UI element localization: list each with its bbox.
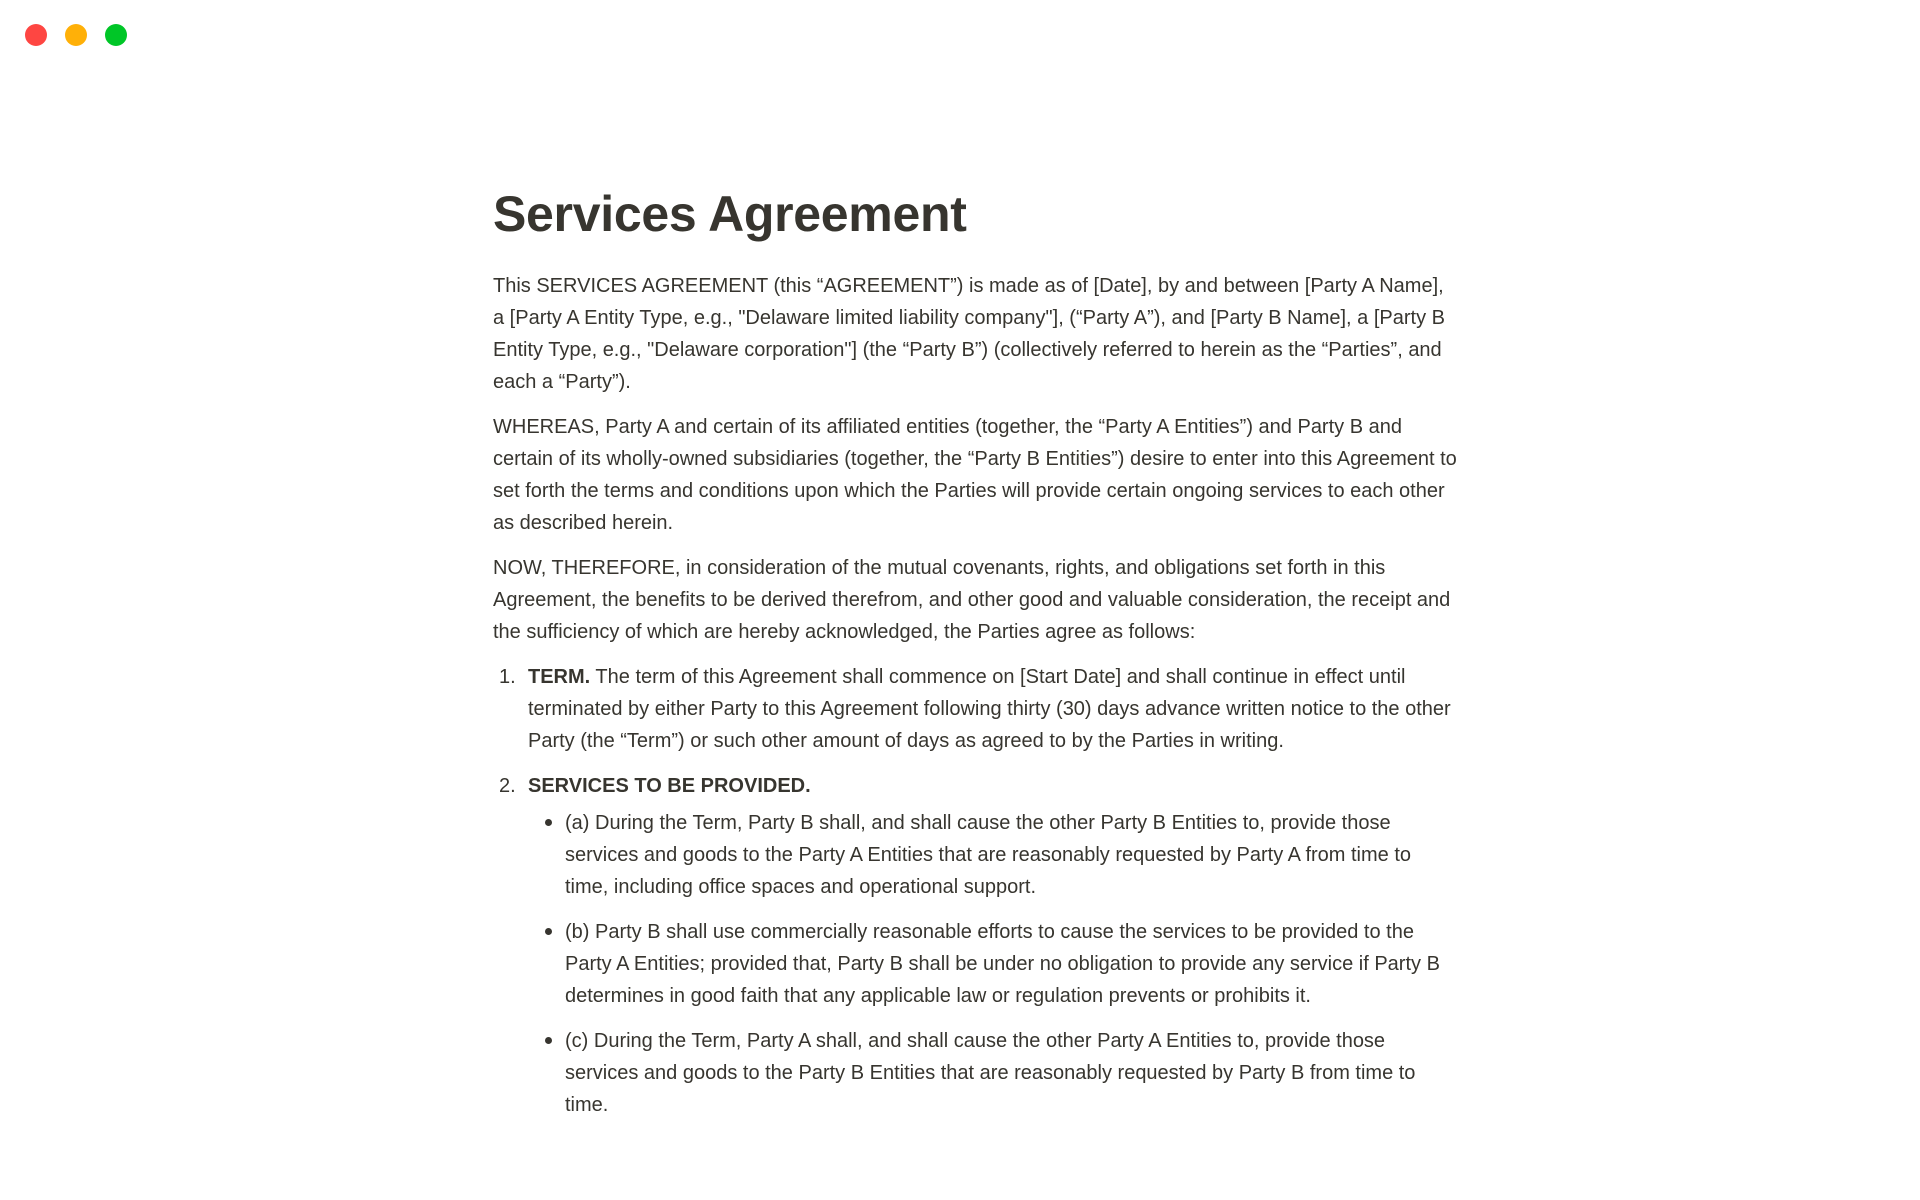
- window-controls: [25, 24, 127, 46]
- numbered-item-body: [528, 770, 1459, 1121]
- bullet-item-a[interactable]: [528, 807, 1459, 903]
- term-text: The term of this Agreement shall commence on [Start Date] and shall continue in effect until terminated by either Party to this Agreement following thirty (30) days advance written notice to the other Party (the “Term”) or such other amount of days as agreed to by the Parties in writing.: [528, 666, 1451, 752]
- bullet-item-b[interactable]: [528, 916, 1459, 1012]
- paragraph-preamble[interactable]: This SERVICES AGREEMENT (this “AGREEMENT”) is made as of [Date], by and between [Party A Name], a [Party A Entity Type, e.g., "Delaware limited liability company"], (“Party A”), and [Party B Name], a [Party B Entity Type, e.g., "Delaware corporation"] (the “Party B”) (collectively referred to herein as the “Parties”, and each a “Party”).: [493, 275, 1445, 393]
- bullet-dot-icon: [545, 1037, 552, 1044]
- list-number-marker: 1.: [499, 666, 516, 688]
- bullet-list: [528, 807, 1459, 1121]
- page-title[interactable]: Services Agreement: [493, 186, 967, 242]
- close-button[interactable]: [25, 24, 47, 46]
- numbered-item-body: [528, 661, 1459, 757]
- services-heading: SERVICES TO BE PROVIDED.: [528, 775, 811, 797]
- paragraph-whereas[interactable]: WHEREAS, Party A and certain of its affiliated entities (together, the “Party A Entities”) and Party B and certain of its wholly-owned subsidiaries (together, the “Party B Entities”) desire to enter into this Agreement to set forth the terms and conditions upon which the Parties will provide certain ongoing services to each other as described herein.: [493, 416, 1457, 534]
- bullet-dot-icon: [545, 928, 552, 935]
- bullet-text: (a) During the Term, Party B shall, and shall cause the other Party B Entities to, provide those services and goods to the Party A Entities that are reasonably requested by Party A from time to time, including office spaces and operational support.: [565, 812, 1412, 898]
- bullet-item-c[interactable]: [528, 1025, 1459, 1121]
- bullet-dot-icon: [545, 819, 552, 826]
- document-canvas: [493, 0, 1459, 1134]
- numbered-item-term[interactable]: [493, 661, 1459, 757]
- numbered-item-services[interactable]: [493, 770, 1459, 1121]
- zoom-button[interactable]: [105, 24, 127, 46]
- minimize-button[interactable]: [65, 24, 87, 46]
- paragraph-now-therefore[interactable]: NOW, THEREFORE, in consideration of the mutual covenants, rights, and obligations set forth in this Agreement, the benefits to be derived therefrom, and other good and valuable consideration, the receipt and the sufficiency of which are hereby acknowledged, the Parties agree as follows:: [493, 557, 1451, 643]
- bullet-text: (b) Party B shall use commercially reasonable efforts to cause the services to be provided to the Party A Entities; provided that, Party B shall be under no obligation to provide any service if Party B determines in good faith that any applicable law or regulation prevents or prohibits it.: [565, 921, 1440, 1007]
- term-heading: TERM.: [528, 666, 591, 688]
- bullet-text: (c) During the Term, Party A shall, and shall cause the other Party A Entities to, provide those services and goods to the Party B Entities that are reasonably requested by Party B from time to time.: [565, 1030, 1416, 1116]
- list-number-marker: 2.: [499, 775, 516, 797]
